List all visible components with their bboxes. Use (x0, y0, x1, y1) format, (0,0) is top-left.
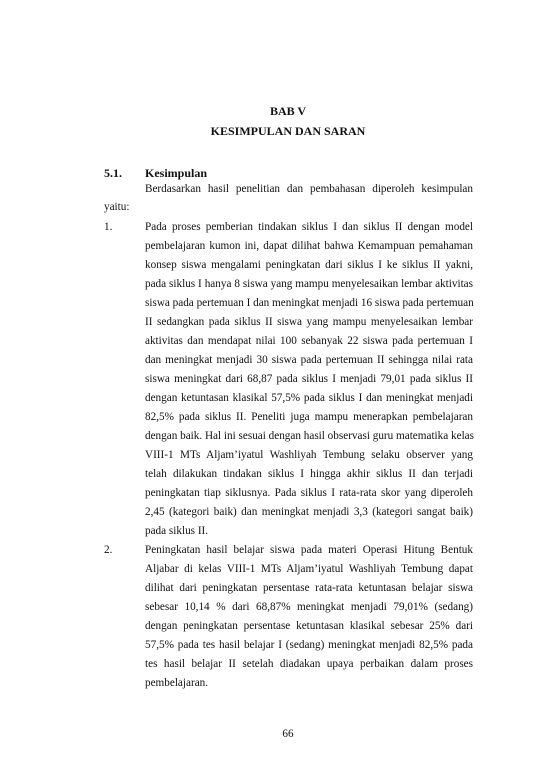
section-number: 5.1. (104, 166, 122, 180)
list-item-number: 2. (104, 544, 113, 556)
list-item-line: dengan ketuntasan klasikal 57,5% pada siklus I dan meningkat menjadi (145, 392, 473, 404)
list-item-line: 57,5% pada tes hasil belajar I (sedang) meningkat menjadi 82,5% pada (145, 639, 473, 651)
page-number: 66 (282, 728, 294, 740)
list-item-number: 1. (104, 221, 113, 233)
list-item-line: Aljabar di kelas VIII-1 MTs Aljam’iyatul Washliyah Tembung dapat (145, 563, 473, 575)
list-item-line: konsep siswa mengalami peningkatan dari siklus I ke siklus II yakni, (145, 259, 473, 271)
list-item-line: Peningkatan hasil belajar siswa pada materi Operasi Hitung Bentuk (145, 544, 473, 556)
list-item-line: dan meningkat menjadi 30 siswa pada pertemuan II sehingga nilai rata (145, 354, 473, 366)
list-item-line: pada siklus I hanya 8 siswa yang mampu menyelesaikan lembar aktivitas (145, 278, 473, 290)
chapter-title: KESIMPULAN DAN SARAN (210, 124, 366, 138)
list-item-line: dengan baik. Hal ini sesuai dengan hasil observasi guru matematika kelas (145, 430, 475, 442)
list-item-line: sebesar 10,14 % dari 68,87% meningkat menjadi 79,01% (sedang) (145, 601, 473, 613)
list-item-line: siswa meningkat dari 68,87 pada siklus I menjadi 79,01 pada siklus II (145, 373, 473, 385)
list-item-line: peningkatan tiap siklusnya. Pada siklus I rata-rata skor yang diperoleh (145, 487, 473, 499)
list-item-line: VIII-1 MTs Aljam’iyatul Washliyah Tembung selaku observer yang (145, 449, 473, 461)
list-item-line: Pada proses pemberian tindakan siklus I dan siklus II dengan model (145, 221, 473, 233)
list-item-line: 82,5% pada siklus II. Peneliti juga mampu menerapkan pembelajaran (145, 411, 473, 423)
list-item-line: aktivitas dan mendapat nilai 100 sebanyak 22 siswa pada pertemuan I (145, 335, 473, 347)
section-title: Kesimpulan (145, 166, 208, 180)
intro-paragraph-line: Berdasarkan hasil penelitian dan pembahasan diperoleh kesimpulan (145, 183, 473, 195)
list-item-line: siswa pada pertemuan I dan meningkat menjadi 16 siswa pada pertemuan (145, 297, 474, 309)
list-item-line: 2,45 (kategori baik) dan meningkat menjadi 3,3 (kategori sangat baik) (145, 506, 473, 518)
list-item-line: dengan peningkatan persentase ketuntasan klasikal sebesar 25% dari (145, 620, 473, 632)
list-item-line: dilihat dari peningkatan persentase rata-rata ketuntasan belajar siswa (145, 582, 473, 594)
chapter-heading: BAB V (269, 104, 307, 118)
list-item-line: tes hasil belajar II setelah diadakan upaya perbaikan dalam proses (145, 658, 473, 670)
list-item-line: pada siklus II. (145, 525, 209, 537)
intro-paragraph-line: yaitu: (104, 201, 130, 213)
list-item-line: telah dilakukan tindakan siklus I hingga akhir siklus II dan terjadi (145, 468, 473, 480)
list-item-line: pembelajaran kumon ini, dapat dilihat bahwa Kemampuan pemahaman (145, 240, 473, 252)
list-item-line: pembelajaran. (145, 677, 209, 689)
list-item-line: II sedangkan pada siklus II siswa yang mampu menyelesaikan lembar (145, 316, 473, 328)
